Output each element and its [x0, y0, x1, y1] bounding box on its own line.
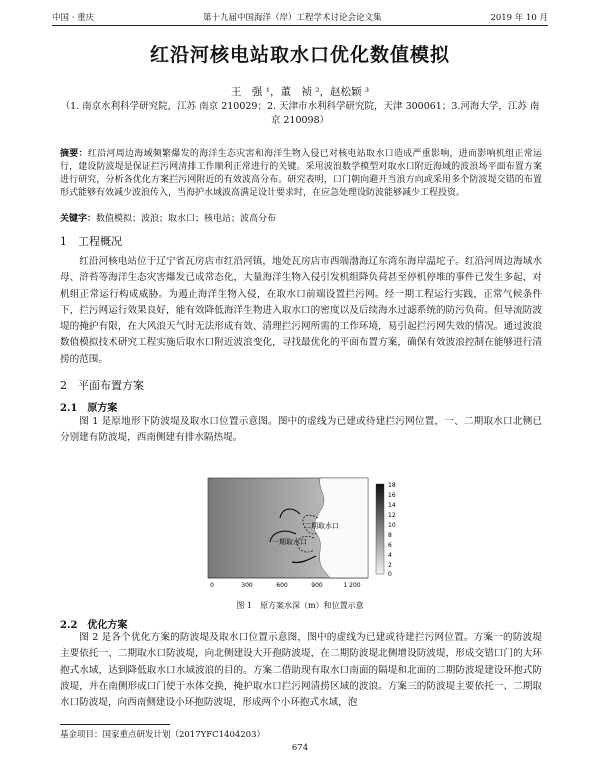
running-header	[52, 10, 548, 24]
affiliation: （1. 南京水利科学研究院，江苏 南京 210029；2. 天津市水利科学研究院，天津 300061；3.河海大学，江苏 南京 210098）	[60, 101, 540, 126]
paper-title: 红沿河核电站取水口优化数值模拟	[149, 44, 450, 66]
keywords-label: 关键字：	[60, 214, 97, 224]
cb-tick-7: 4	[388, 552, 392, 559]
section-1-paragraph: 红沿河核电站位于辽宁省瓦房店市红沿河镇，地处瓦房店市西端渤海辽东湾东海岸温坨子。红沿河周边海域水母、浒苔等海洋生态灾害爆发已成常态化，大量海洋生物入侵引发机组降负荷甚至停机停堆的事件已发生多起，对机组正常运行构成威胁。为遏止海洋生物入侵，在取水口前端设置拦污网。经一期工程运行实践，正常气候条件下，拦污网运行效果良好，能有效降低海洋生物进入取水口的密度以及后续海水过滤系统的防污负荷。但导流防波堤的掩护有限，在大风浪天气时无法形成有效、清理拦污网所需的工作环境，易引起拦污网失效的情况。通过波浪数值模拟技术研究工程实施后取水口附近波浪变化，寻找最优化的平面布置方案，确保有效波浪控制在能够进行清捞的范围。	[60, 256, 542, 365]
abstract-label: 摘要：	[60, 149, 88, 159]
figure-1-map	[200, 476, 410, 594]
label-phase1-intake: 一期取水口	[272, 538, 307, 546]
x-tick-1: 300	[241, 582, 253, 589]
authors: 王 强 ¹，董 祯 ²，赵松颖 ³	[230, 86, 370, 98]
header-rule	[52, 25, 548, 26]
keywords	[60, 211, 542, 224]
footnote-rule	[60, 724, 170, 725]
x-tick-4: 1 200	[343, 582, 361, 589]
keywords-text: 数值模拟；波浪；取水口；核电站；波高分布	[96, 214, 277, 224]
section-1-heading: 1 工程概况	[60, 235, 122, 248]
label-phase2-intake: 二期取水口	[304, 522, 339, 530]
cb-tick-9: 0	[388, 571, 392, 578]
cb-tick-4: 10	[388, 522, 396, 529]
cb-tick-6: 6	[388, 542, 392, 549]
x-tick-0: 0	[210, 582, 214, 589]
colorbar-tick-labels	[388, 482, 396, 578]
cb-tick-5: 8	[388, 532, 392, 539]
cb-tick-2: 14	[388, 502, 396, 509]
x-tick-3: 900	[311, 582, 323, 589]
subsection-2-2-heading: 2.2 优化方案	[60, 620, 128, 631]
cb-tick-8: 2	[388, 562, 392, 569]
cb-tick-1: 16	[388, 492, 396, 499]
x-tick-labels	[210, 582, 361, 589]
figure-1-caption: 图 1 原方案水深（m）和位置示意	[236, 601, 364, 610]
funding-footnote: 基金项目：国家重点研发计划（2017YFC1404203）	[60, 730, 266, 740]
header-center: 第十九届中国海洋（岸）工程学术讨论会论文集	[203, 13, 382, 23]
abstract	[60, 148, 542, 200]
abstract-text: 红沿河周边海域频繁爆发的海洋生态灾害和海洋生物入侵已对核电站取水口造成严重影响，进而影响机组正常运行，建设防波堤是保证拦污网清排工作顺利正常进行的关键。采用波浪数学模型对取水口附近海域的波浪场平面布置方案进行研究，分析各优化方案拦污网附近的有效波高分布。研究表明，口门朝向避开当浪方向或采用多个防波堤交错的布置形式能够有效减少波浪传入，当海护水域波高满足设计要求时，在应急处理设防波能够减少工程投资。	[60, 149, 542, 198]
section-2-heading: 2 平面布置方案	[60, 379, 144, 392]
figure-1	[200, 476, 410, 594]
cb-tick-0: 18	[388, 482, 396, 489]
subsection-2-1-heading: 2.1 原方案	[60, 403, 118, 414]
subsection-2-2-paragraph: 图 2 是各个优化方案的防波堤及取水口位置示意图，图中的虚线为已建或待建拦污网位置。方案一的防波堤主要依托一、二期取水口防波堤，向北侧建设大开孢防波堤，在二期防波堤北侧增设防波堤，形成交错口门的大环抱式水域，达到降低取水口水域波浪的目的。方案二借助现有取水口南面的隔堤和北面的二期防波堤建设环抱式防波堤，并在南侧形成口门使于水体交换，掩护取水口拦污网清捞区域的波浪。方案三的防波堤主要依托一、二期取水口防波堤，向西南侧建设小环抱防波堤，形成两个小环抱式水域，泡	[60, 632, 542, 709]
subsection-2-1-paragraph: 图 1 是原地形下防波堤及取水口位置示意图。图中的虚线为已建或待建拦污网位置，一、二期取水口北侧已分别建有防波堤，西南侧建有排水隔热堤。	[60, 416, 542, 444]
page-number: 674	[291, 743, 309, 753]
header-left: 中国 · 重庆	[52, 13, 95, 23]
x-tick-2: 600	[276, 582, 288, 589]
cb-tick-3: 12	[388, 512, 396, 519]
header-right: 2019 年 10 月	[490, 13, 548, 23]
colorbar	[376, 484, 384, 574]
